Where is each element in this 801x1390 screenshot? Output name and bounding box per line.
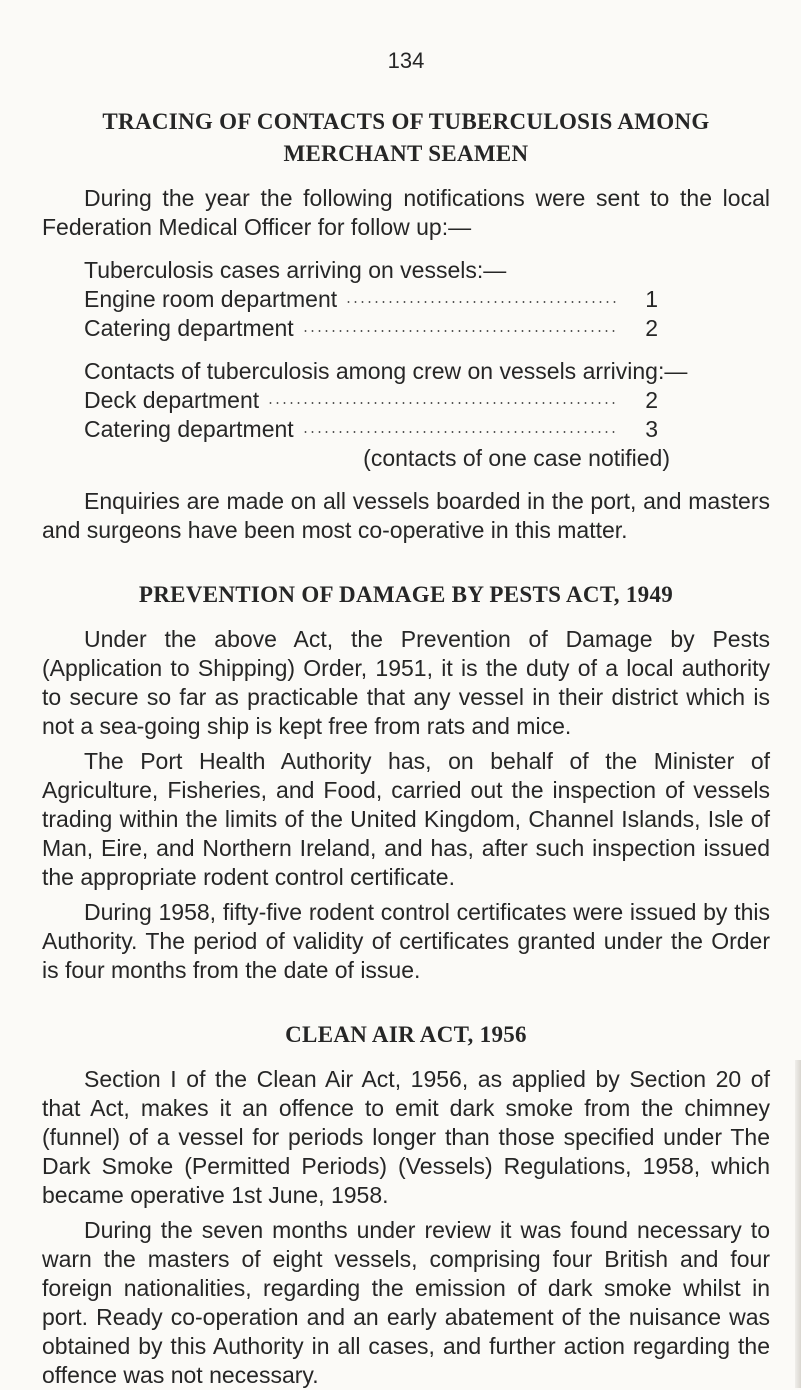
clean-air-paragraph: During the seven months under review it was found necessary to warn the masters of eight vessels, comprising four British and four foreign nationalities, regarding the emission of dark smoke whilst in port. Ready co-operation and an early abatement of the nuisance was obtained by this Authority in all cases, and further action regarding the offence was not necessary. — [42, 1217, 770, 1388]
contacts-note: (contacts of one case notified) — [363, 445, 670, 471]
dot-leader — [345, 301, 618, 303]
tb-cases-title: Tuberculosis cases arriving on vessels:— — [84, 257, 507, 283]
tb-section — [42, 106, 770, 545]
tb-section-title — [42, 106, 770, 170]
pests-section — [42, 579, 770, 985]
clean-air-section — [42, 1019, 770, 1390]
list-item-value: 2 — [645, 315, 658, 341]
dot-leader — [302, 431, 618, 433]
list-item-label: Deck department — [84, 387, 260, 413]
tb-cases-list — [42, 256, 770, 343]
list-item-value: 3 — [645, 416, 658, 442]
list-item-label: Engine room department — [84, 286, 338, 312]
tb-title-line1: TRACING OF CONTACTS OF TUBERCULOSIS AMONG — [102, 109, 710, 134]
tb-intro-paragraph: During the year the following notifications were sent to the local Federation Medical Officer for follow up:— — [42, 185, 770, 240]
tb-title-line2: MERCHANT SEAMEN — [283, 141, 529, 166]
pests-section-title: PREVENTION OF DAMAGE BY PESTS ACT, 1949 — [138, 582, 674, 607]
list-item-value: 2 — [645, 387, 658, 413]
tb-contacts-list — [42, 357, 770, 473]
document-page — [42, 48, 770, 1390]
list-item — [42, 386, 770, 415]
dot-leader — [267, 402, 618, 404]
tb-closing-paragraph: Enquiries are made on all vessels boarded in the port, and masters and surgeons have been most co-operative in this matter. — [42, 488, 770, 543]
list-item-label: Catering department — [84, 315, 294, 341]
page-edge-shadow — [795, 1060, 801, 1388]
pests-paragraph: The Port Health Authority has, on behalf of the Minister of Agriculture, Fisheries, and Food, carried out the inspection of vessels trading within the limits of the United Kingdom, Channel Islands, Isle of Man, Eire, and Northern Ireland, and has, after such inspection issued the appropriate rodent control certificate. — [42, 748, 770, 890]
list-item-label: Catering department — [84, 416, 294, 442]
clean-air-paragraph: Section I of the Clean Air Act, 1956, as applied by Section 20 of that Act, makes it an offence to emit dark smoke from the chimney (funnel) of a vessel for periods longer than those specified under The Dark Smoke (Permitted Periods) (Vessels) Regulations, 1958, which became operative 1st June, 1958. — [42, 1066, 770, 1208]
pests-paragraph: Under the above Act, the Prevention of Damage by Pests (Application to Shipping) Order, 1951, it is the duty of a local authority to secure so far as practicable that any vessel in their district which is not a sea-going ship is kept free from rats and mice. — [42, 626, 770, 739]
clean-air-section-title: CLEAN AIR ACT, 1956 — [285, 1022, 527, 1047]
list-item — [42, 415, 770, 444]
page-number: 134 — [387, 48, 425, 73]
list-item — [42, 314, 770, 343]
list-item-value: 1 — [645, 286, 658, 312]
dot-leader — [302, 330, 618, 332]
pests-paragraph: During 1958, fifty-five rodent control certificates were issued by this Authority. The period of validity of certificates granted under the Order is four months from the date of issue. — [42, 899, 770, 983]
list-item — [42, 285, 770, 314]
tb-contacts-title: Contacts of tuberculosis among crew on vessels arriving:— — [84, 358, 688, 384]
